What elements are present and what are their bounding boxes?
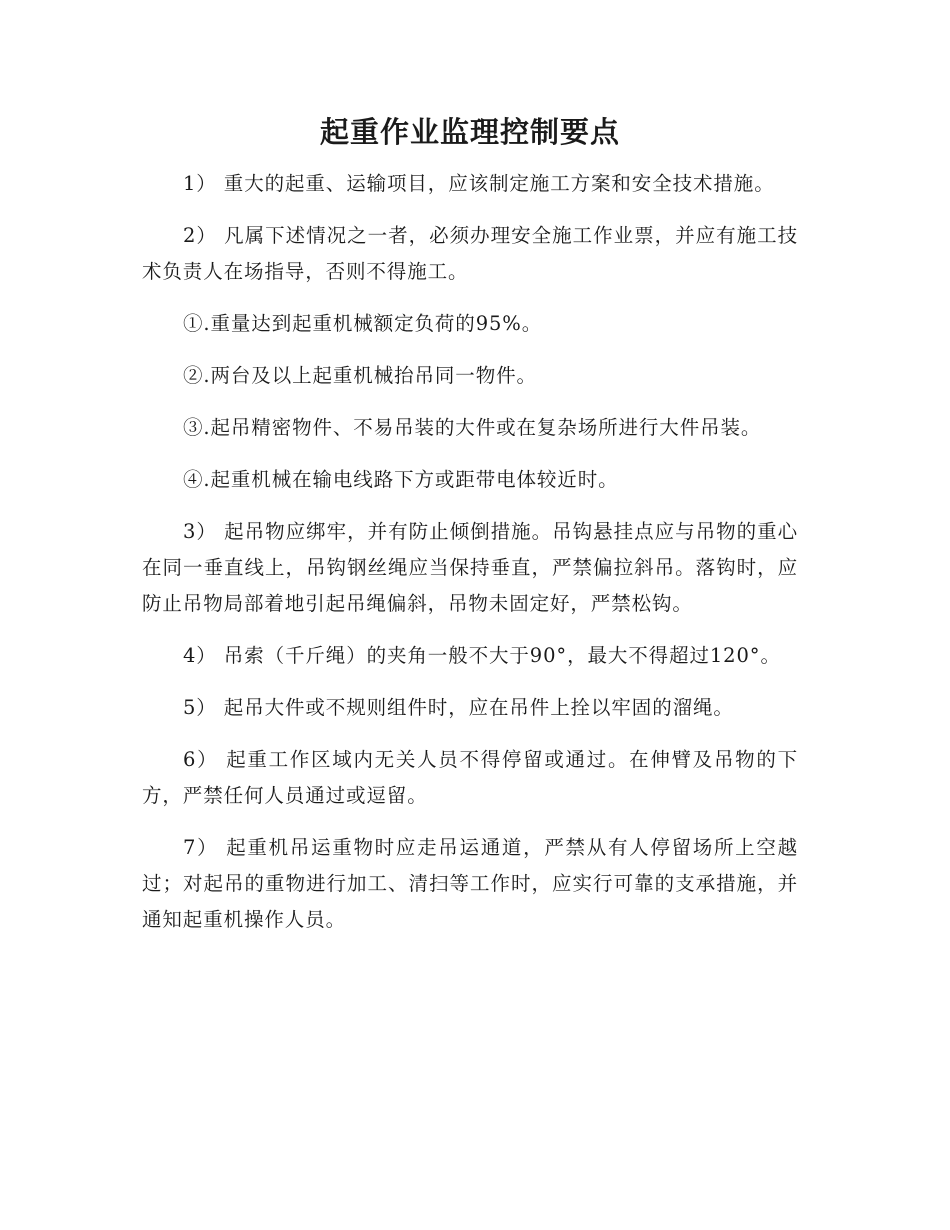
paragraph-1: 1） 重大的起重、运输项目，应该制定施工方案和安全技术措施。 bbox=[183, 172, 775, 195]
paragraph-2: 2） 凡属下述情况之一者，必须办理安全施工作业票，并应有施工技术负责人在场指导，否则不得施工。 bbox=[142, 224, 798, 283]
list-item-1: ①.重量达到起重机械额定负荷的95%。 bbox=[183, 312, 543, 335]
paragraph-4: 4） 吊索（千斤绳）的夹角一般不大于90°，最大不得超过120°。 bbox=[183, 644, 781, 667]
list-item-2: ②.两台及以上起重机械抬吊同一物件。 bbox=[183, 364, 537, 387]
paragraph-7: 7） 起重机吊运重物时应走吊运通道，严禁从有人停留场所上空越过；对起吊的重物进行加工、清扫等工作时，应实行可靠的支承措施，并通知起重机操作人员。 bbox=[142, 836, 798, 931]
paragraph-6: 6） 起重工作区域内无关人员不得停留或通过。在伸臂及吊物的下方，严禁任何人员通过或逗留。 bbox=[142, 748, 798, 807]
document-body bbox=[142, 166, 798, 954]
paragraph-3: 3） 起吊物应绑牢，并有防止倾倒措施。吊钩悬挂点应与吊物的重心在同一垂直线上，吊钩钢丝绳应当保持垂直，严禁偏拉斜吊。落钩时，应防止吊物局部着地引起吊绳偏斜，吊物未固定好，严禁松钩。 bbox=[142, 520, 798, 615]
list-item-4: ④.起重机械在输电线路下方或距带电体较近时。 bbox=[183, 468, 619, 491]
document-title: 起重作业监理控制要点 bbox=[319, 115, 620, 149]
paragraph-5: 5） 起吊大件或不规则组件时，应在吊件上拴以牢固的溜绳。 bbox=[183, 696, 734, 719]
list-item-3: ③.起吊精密物件、不易吊装的大件或在复杂场所进行大件吊装。 bbox=[183, 416, 762, 439]
